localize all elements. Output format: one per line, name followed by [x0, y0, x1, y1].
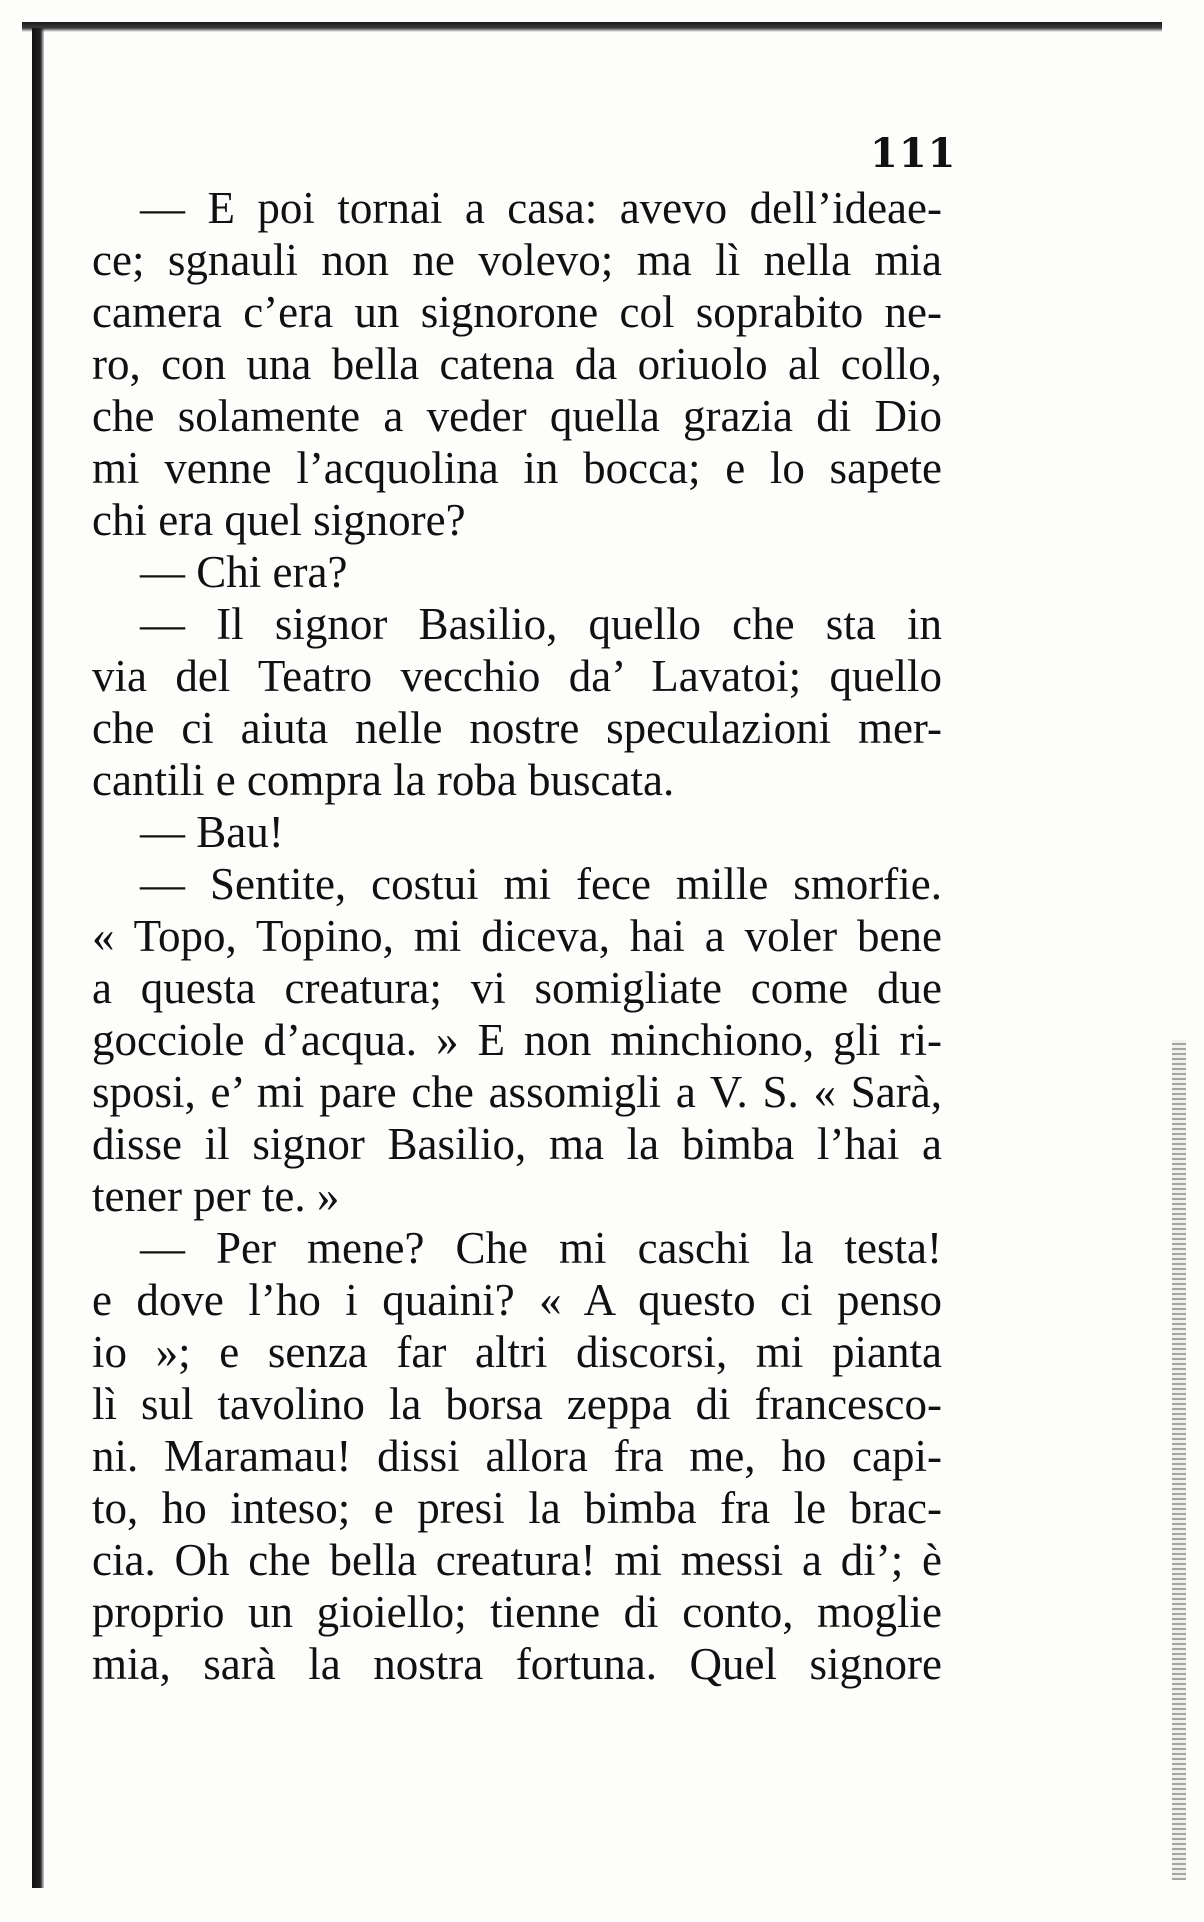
text-line: — Per mene? Che mi caschi la testa!: [140, 1223, 942, 1273]
text-line: ce; sgnauli non ne volevo; ma lì nella mia: [92, 235, 942, 285]
text-line: — Chi era?: [140, 547, 348, 597]
text-line: mia, sarà la nostra fortuna. Quel signore: [92, 1639, 942, 1689]
page-top-edge-shadow: [22, 22, 1162, 32]
text-line: e dove l’ho i quaini? « A questo ci penso: [92, 1275, 942, 1325]
body-text: [92, 182, 942, 1690]
text-line: disse il signor Basilio, ma la bimba l’hai a: [92, 1119, 942, 1169]
page-binding-edge: [32, 28, 44, 1888]
text-line: lì sul tavolino la borsa zeppa di francesco-: [92, 1379, 942, 1429]
text-line: — Sentite, costui mi fece mille smorfie.: [140, 859, 942, 909]
text-line: che solamente a veder quella grazia di Dio: [92, 391, 942, 441]
text-line: proprio un gioiello; tienne di conto, moglie: [92, 1587, 942, 1637]
text-line: — Bau!: [140, 807, 284, 857]
text-line: to, ho inteso; e presi la bimba fra le brac-: [92, 1483, 942, 1533]
text-line: — E poi tornai a casa: avevo dell’ideae-: [140, 183, 942, 233]
text-line: via del Teatro vecchio da’ Lavatoi; quello: [92, 651, 942, 701]
text-line: chi era quel signore?: [92, 495, 466, 545]
text-line: che ci aiuta nelle nostre speculazioni mer-: [92, 703, 942, 753]
text-line: a questa creatura; vi somigliate come due: [92, 963, 942, 1013]
text-line: mi venne l’acquolina in bocca; e lo sapete: [92, 443, 942, 493]
text-line: ni. Maramau! dissi allora fra me, ho capi-: [92, 1431, 942, 1481]
text-line: ro, con una bella catena da oriuolo al collo,: [92, 339, 942, 389]
text-line: camera c’era un signorone col soprabito ne-: [92, 287, 942, 337]
text-line: gocciole d’acqua. » E non minchiono, gli ri-: [92, 1015, 942, 1065]
text-line: « Topo, Topino, mi diceva, hai a voler bene: [92, 911, 942, 961]
text-line: sposi, e’ mi pare che assomigli a V. S. « Sarà,: [92, 1067, 942, 1117]
text-line: tener per te. »: [92, 1171, 340, 1221]
text-line: cantili e compra la roba buscata.: [92, 755, 675, 805]
text-line: — Il signor Basilio, quello che sta in: [140, 599, 942, 649]
page-right-edge-texture: [1172, 1040, 1186, 1880]
text-line: cia. Oh che bella creatura! mi messi a di’; è: [92, 1535, 942, 1585]
text-line: io »; e senza far altri discorsi, mi pianta: [92, 1327, 942, 1377]
page-number: 111: [870, 130, 957, 177]
